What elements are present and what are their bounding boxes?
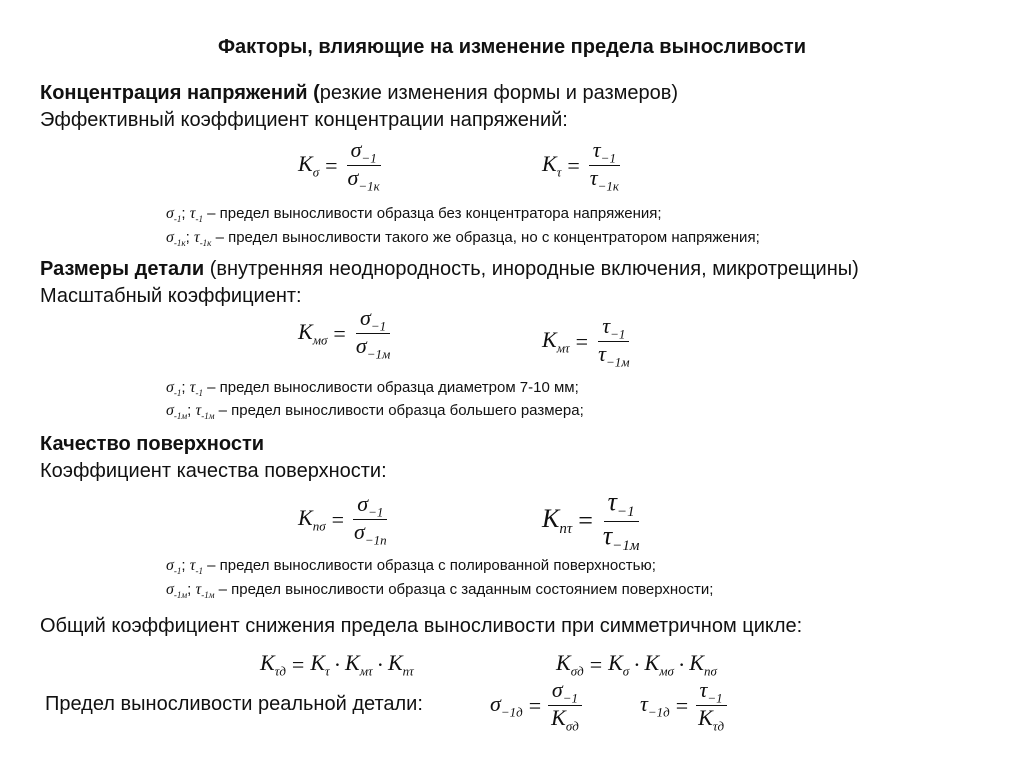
formula-tau-minus1-d: $\tau_{-1д}$ = $\frac{\tau_{-1}}{K_{\tau д}}$ xyxy=(640,678,728,733)
note-text: – предел выносливости такого же образца, но с концентратором напряжения; xyxy=(215,229,760,246)
formula-k-m-tau: $K_{м\tau}$ = $\frac{\tau_{-1}}{\tau_{-1м}}$ xyxy=(542,313,630,370)
section-surface-quality-subtitle: Коэффициент качества поверхности: xyxy=(40,460,387,482)
section-surface-quality-heading xyxy=(40,433,264,456)
note-row: $\sigma_{-1}$; $\tau_{-1}$ – предел выносливости образца с полированной поверхностью; xyxy=(166,557,656,577)
section-part-size-subtitle: Масштабный коэффициент: xyxy=(40,285,302,307)
heading-bold: Качество поверхности xyxy=(40,433,265,455)
formula-sigma-minus1-d: $\sigma_{-1д}$ = $\frac{\sigma_{-1}}{K_{\sigma д}}$ xyxy=(490,678,583,733)
heading-bold: Концентрация напряжений ( xyxy=(40,82,320,104)
heading-rest: резкие изменения формы и размеров) xyxy=(319,82,679,104)
formula-k-sigma: $K_\sigma$ = $\frac{\sigma_{-1}}{\sigma_{-1к}}$ xyxy=(298,137,380,194)
note-text: – предел выносливости образца с полированной поверхностью; xyxy=(207,557,656,574)
formula-k-sigma-d: $K_{\sigma д}$ = $K_\sigma$ · $K_{м\sigma}$ · $K_{п\sigma}$ xyxy=(556,650,717,679)
note-text: – предел выносливости образца большего размера; xyxy=(218,402,584,419)
note-text: – предел выносливости образца диаметром 7-10 мм; xyxy=(207,379,579,396)
formula-k-tau-d: $K_{\tau д}$ = $K_\tau$ · $K_{м\tau}$ · $K_{п\tau}$ xyxy=(260,650,414,679)
formula-k-n-sigma: $K_{п\sigma}$ = $\frac{\sigma_{-1}}{\sigma_{-1п}}$ xyxy=(298,491,387,548)
formula-k-n-tau: $K_{п\tau}$ = $\frac{\tau_{-1}}{\tau_{-1м}}$ xyxy=(542,487,640,555)
note-row: $\sigma_{-1}$; $\tau_{-1}$ – предел выносливости образца без концентратора напряжения; xyxy=(166,205,662,225)
page-title: Факторы, влияющие на изменение предела выносливости xyxy=(217,36,807,58)
note-text: – предел выносливости образца без концентратора напряжения; xyxy=(207,205,662,222)
formula-k-tau: $K_\tau$ = $\frac{\tau_{-1}}{\tau_{-1к}}$ xyxy=(542,137,619,194)
section-stress-concentration-subtitle: Эффективный коэффициент концентрации напряжений: xyxy=(40,109,568,131)
heading-rest: (внутренняя неоднородность, инородные включения, микротрещины) xyxy=(204,258,859,280)
note-row: $\sigma_{-1м}$; $\tau_{-1м}$ – предел выносливости образца большего размера; xyxy=(166,402,584,422)
section-part-size-heading xyxy=(40,258,859,281)
note-row: $\sigma_{-1м}$; $\tau_{-1м}$ – предел выносливости образца с заданным состоянием поверхности; xyxy=(166,581,714,601)
note-row: $\sigma_{-1к}$; $\tau_{-1к}$ – предел выносливости такого же образца, но с концентратором напряжения; xyxy=(166,229,760,249)
note-row: $\sigma_{-1}$; $\tau_{-1}$ – предел выносливости образца диаметром 7-10 мм; xyxy=(166,379,579,399)
formula-k-m-sigma: $K_{м\sigma}$ = $\frac{\sigma_{-1}}{\sigma_{-1м}}$ xyxy=(298,305,391,362)
section-stress-concentration-heading xyxy=(40,82,678,105)
general-coefficient-line: Общий коэффициент снижения предела выносливости при симметричном цикле: xyxy=(40,615,803,637)
real-part-endurance-label: Предел выносливости реальной детали: xyxy=(45,693,423,715)
heading-bold: Размеры детали xyxy=(40,258,205,280)
note-text: – предел выносливости образца с заданным состоянием поверхности; xyxy=(218,581,714,598)
